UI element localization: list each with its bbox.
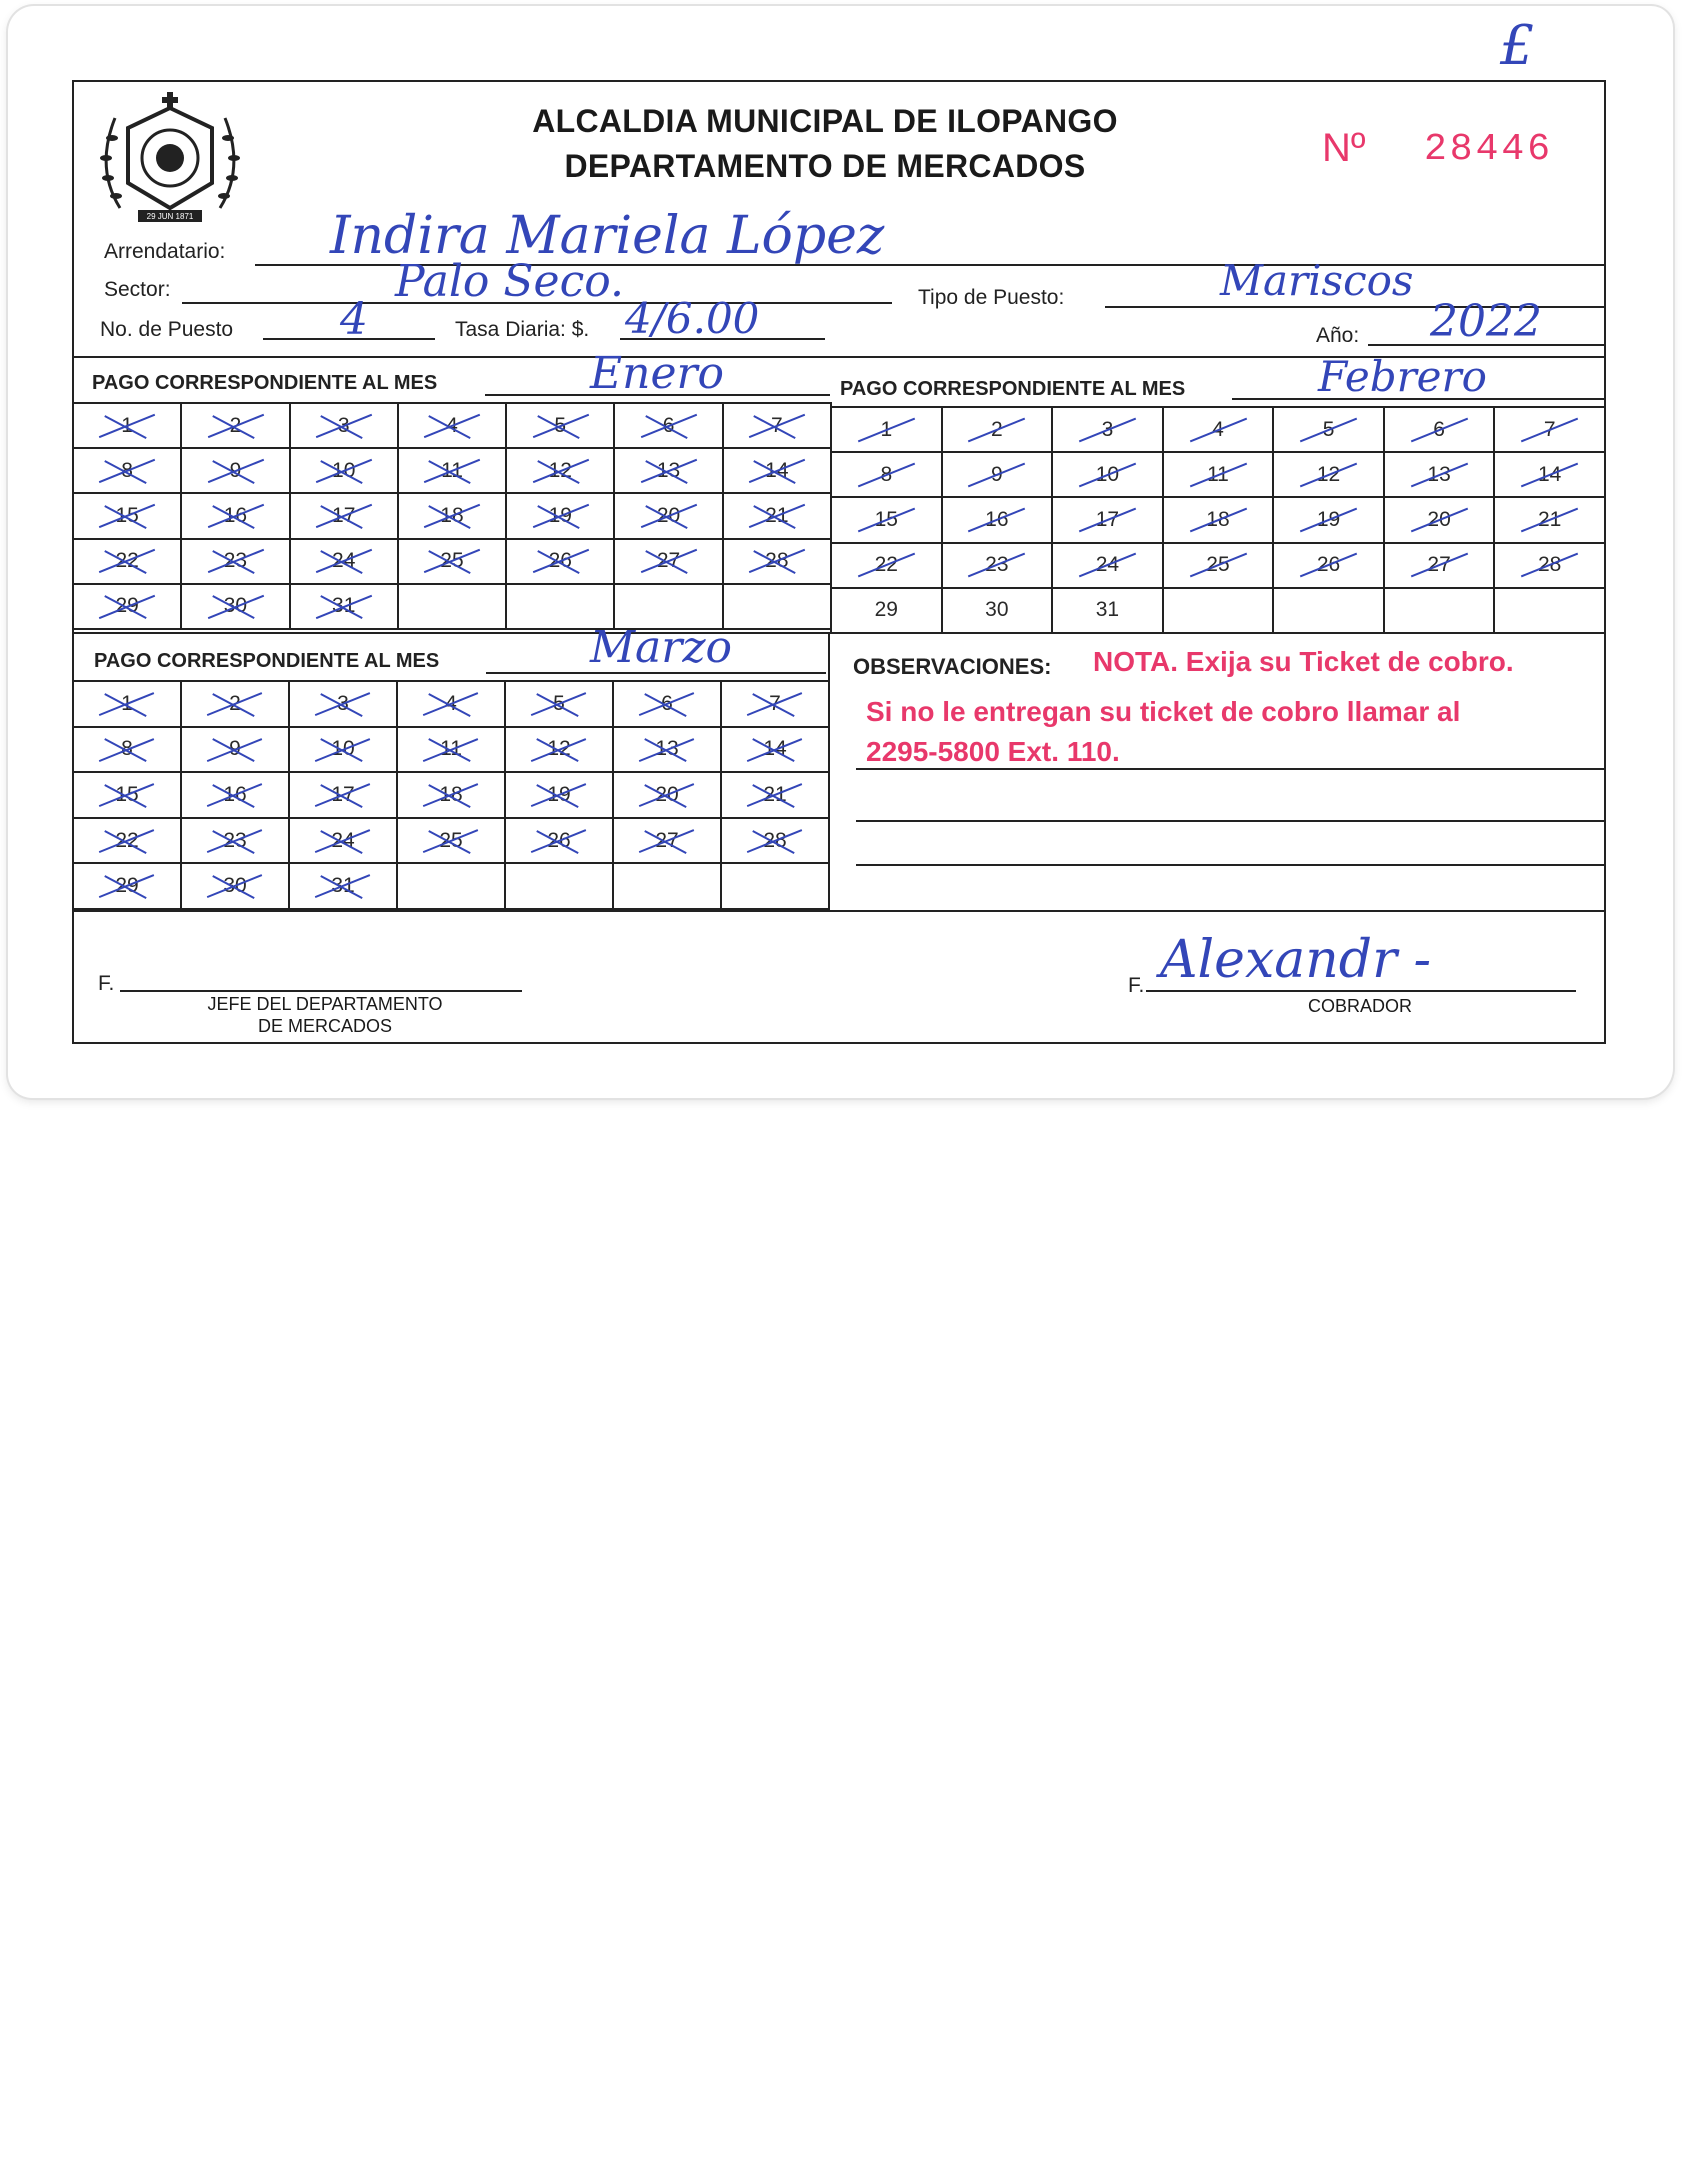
day-cell: 26 — [1273, 543, 1384, 588]
day-cell: 13 — [614, 448, 722, 493]
month3-label: PAGO CORRESPONDIENTE AL MES — [94, 650, 440, 672]
day-cell: 13 — [613, 727, 721, 773]
day-cell — [1273, 588, 1384, 633]
day-cell: 14 — [1494, 452, 1605, 497]
day-cell — [721, 863, 829, 909]
day-cell: 19 — [506, 493, 614, 538]
day-cell: 23 — [181, 539, 289, 584]
day-cell: 5 — [1273, 407, 1384, 452]
day-cell: 29 — [73, 863, 181, 909]
day-cell: 22 — [831, 543, 942, 588]
day-cell: 9 — [181, 727, 289, 773]
month2-label: PAGO CORRESPONDIENTE AL MES — [840, 378, 1186, 400]
month1-grid — [72, 402, 832, 630]
day-cell: 5 — [506, 403, 614, 448]
nota-line-2: Si no le entregan su ticket de cobro llamar al — [866, 696, 1461, 727]
day-cell: 2 — [181, 403, 289, 448]
day-cell: 21 — [1494, 497, 1605, 542]
day-cell: 30 — [942, 588, 1053, 633]
day-cell: 30 — [181, 584, 289, 629]
day-cell: 4 — [1163, 407, 1274, 452]
puesto-value: 4 — [340, 294, 368, 345]
day-cell: 16 — [181, 772, 289, 818]
day-cell: 6 — [614, 403, 722, 448]
day-cell: 29 — [73, 584, 181, 629]
title-line-1: ALCALDIA MUNICIPAL DE ILOPANGO — [532, 103, 1118, 139]
day-cell: 21 — [723, 493, 831, 538]
day-cell: 8 — [73, 727, 181, 773]
day-cell: 24 — [289, 818, 397, 864]
day-cell: 20 — [1384, 497, 1495, 542]
day-cell: 25 — [1163, 543, 1274, 588]
day-cell: 10 — [290, 448, 398, 493]
day-cell: 8 — [831, 452, 942, 497]
day-cell: 8 — [73, 448, 181, 493]
day-cell: 19 — [505, 772, 613, 818]
day-cell: 14 — [721, 727, 829, 773]
day-cell: 12 — [506, 448, 614, 493]
month1-value: Enero — [590, 348, 725, 399]
day-cell: 22 — [73, 539, 181, 584]
month3-value: Marzo — [590, 622, 732, 673]
anio-label: Año: — [1316, 324, 1360, 347]
day-cell: 25 — [398, 539, 506, 584]
day-cell: 13 — [1384, 452, 1495, 497]
day-cell: 3 — [289, 681, 397, 727]
month3-grid — [72, 680, 830, 910]
tasa-value: 4/6.00 — [625, 294, 760, 343]
day-cell: 15 — [73, 493, 181, 538]
day-cell: 19 — [1273, 497, 1384, 542]
day-cell: 9 — [181, 448, 289, 493]
day-cell: 3 — [1052, 407, 1163, 452]
day-cell: 17 — [290, 493, 398, 538]
day-cell: 27 — [1384, 543, 1495, 588]
tasa-label: Tasa Diaria: $. — [455, 318, 590, 341]
f2-label: F. — [1128, 974, 1145, 997]
day-cell: 10 — [289, 727, 397, 773]
day-cell: 12 — [505, 727, 613, 773]
month2-value: Febrero — [1318, 352, 1487, 401]
day-cell: 4 — [398, 403, 506, 448]
day-cell: 1 — [73, 681, 181, 727]
ticket-number-prefix: Nº — [1322, 126, 1366, 170]
day-cell — [1494, 588, 1605, 633]
puesto-label: No. de Puesto — [100, 318, 234, 341]
day-cell: 31 — [290, 584, 398, 629]
day-cell: 11 — [398, 448, 506, 493]
day-cell: 31 — [1052, 588, 1163, 633]
day-cell: 12 — [1273, 452, 1384, 497]
day-cell — [505, 863, 613, 909]
title-line-2: DEPARTAMENTO DE MERCADOS — [564, 148, 1086, 184]
observaciones-label: OBSERVACIONES: — [853, 654, 1052, 679]
day-cell — [723, 584, 831, 629]
sector-value: Palo Seco. — [395, 256, 624, 307]
ticket-number: 28446 — [1424, 128, 1554, 171]
day-cell — [397, 863, 505, 909]
nota-line-1: NOTA. Exija su Ticket de cobro. — [1093, 646, 1514, 677]
day-cell: 7 — [721, 681, 829, 727]
day-cell: 2 — [942, 407, 1053, 452]
tipo-value: Mariscos — [1220, 256, 1414, 305]
day-cell: 5 — [505, 681, 613, 727]
day-cell: 28 — [723, 539, 831, 584]
day-cell: 7 — [723, 403, 831, 448]
day-cell: 18 — [398, 493, 506, 538]
day-cell: 1 — [831, 407, 942, 452]
day-cell: 16 — [942, 497, 1053, 542]
day-cell: 18 — [1163, 497, 1274, 542]
day-cell: 30 — [181, 863, 289, 909]
day-cell: 18 — [397, 772, 505, 818]
nota-line-3: 2295-5800 Ext. 110. — [866, 736, 1120, 767]
day-cell: 23 — [181, 818, 289, 864]
jefe-label-2: DE MERCADOS — [257, 1016, 392, 1036]
day-cell: 31 — [289, 863, 397, 909]
day-cell: 3 — [290, 403, 398, 448]
month2-grid — [830, 406, 1606, 634]
cobrador-signature: Alexandr - — [1160, 930, 1432, 990]
day-cell: 26 — [505, 818, 613, 864]
corner-mark: £ — [1500, 14, 1535, 77]
day-cell: 14 — [723, 448, 831, 493]
day-cell: 22 — [73, 818, 181, 864]
day-cell: 6 — [1384, 407, 1495, 452]
day-cell — [613, 863, 721, 909]
f1-label: F. — [98, 972, 115, 995]
day-cell: 4 — [397, 681, 505, 727]
arrendatario-label: Arrendatario: — [104, 240, 226, 263]
day-cell: 16 — [181, 493, 289, 538]
day-cell: 20 — [613, 772, 721, 818]
day-cell: 9 — [942, 452, 1053, 497]
sector-label: Sector: — [104, 278, 171, 301]
municipal-seal-icon — [90, 88, 250, 228]
day-cell: 1 — [73, 403, 181, 448]
day-cell: 15 — [831, 497, 942, 542]
day-cell — [1384, 588, 1495, 633]
day-cell: 24 — [1052, 543, 1163, 588]
day-cell: 23 — [942, 543, 1053, 588]
day-cell: 2 — [181, 681, 289, 727]
day-cell: 6 — [613, 681, 721, 727]
arrendatario-value: Indira Mariela López — [330, 206, 885, 266]
day-cell: 21 — [721, 772, 829, 818]
day-cell: 28 — [1494, 543, 1605, 588]
day-cell — [1163, 588, 1274, 633]
day-cell: 10 — [1052, 452, 1163, 497]
anio-value: 2022 — [1430, 296, 1542, 347]
day-cell: 7 — [1494, 407, 1605, 452]
day-cell: 27 — [613, 818, 721, 864]
tipo-label: Tipo de Puesto: — [918, 286, 1065, 309]
day-cell: 24 — [290, 539, 398, 584]
jefe-label-1: JEFE DEL DEPARTAMENTO — [207, 994, 443, 1014]
seal-text: 29 JUN 1871 — [146, 212, 194, 221]
day-cell: 11 — [1163, 452, 1274, 497]
day-cell: 29 — [831, 588, 942, 633]
day-cell: 20 — [614, 493, 722, 538]
day-cell: 11 — [397, 727, 505, 773]
day-cell: 27 — [614, 539, 722, 584]
cobrador-label: COBRADOR — [1307, 996, 1412, 1016]
month1-label: PAGO CORRESPONDIENTE AL MES — [92, 372, 438, 394]
day-cell: 17 — [1052, 497, 1163, 542]
day-cell: 25 — [397, 818, 505, 864]
day-cell — [398, 584, 506, 629]
day-cell: 26 — [506, 539, 614, 584]
day-cell: 28 — [721, 818, 829, 864]
day-cell: 17 — [289, 772, 397, 818]
day-cell: 15 — [73, 772, 181, 818]
